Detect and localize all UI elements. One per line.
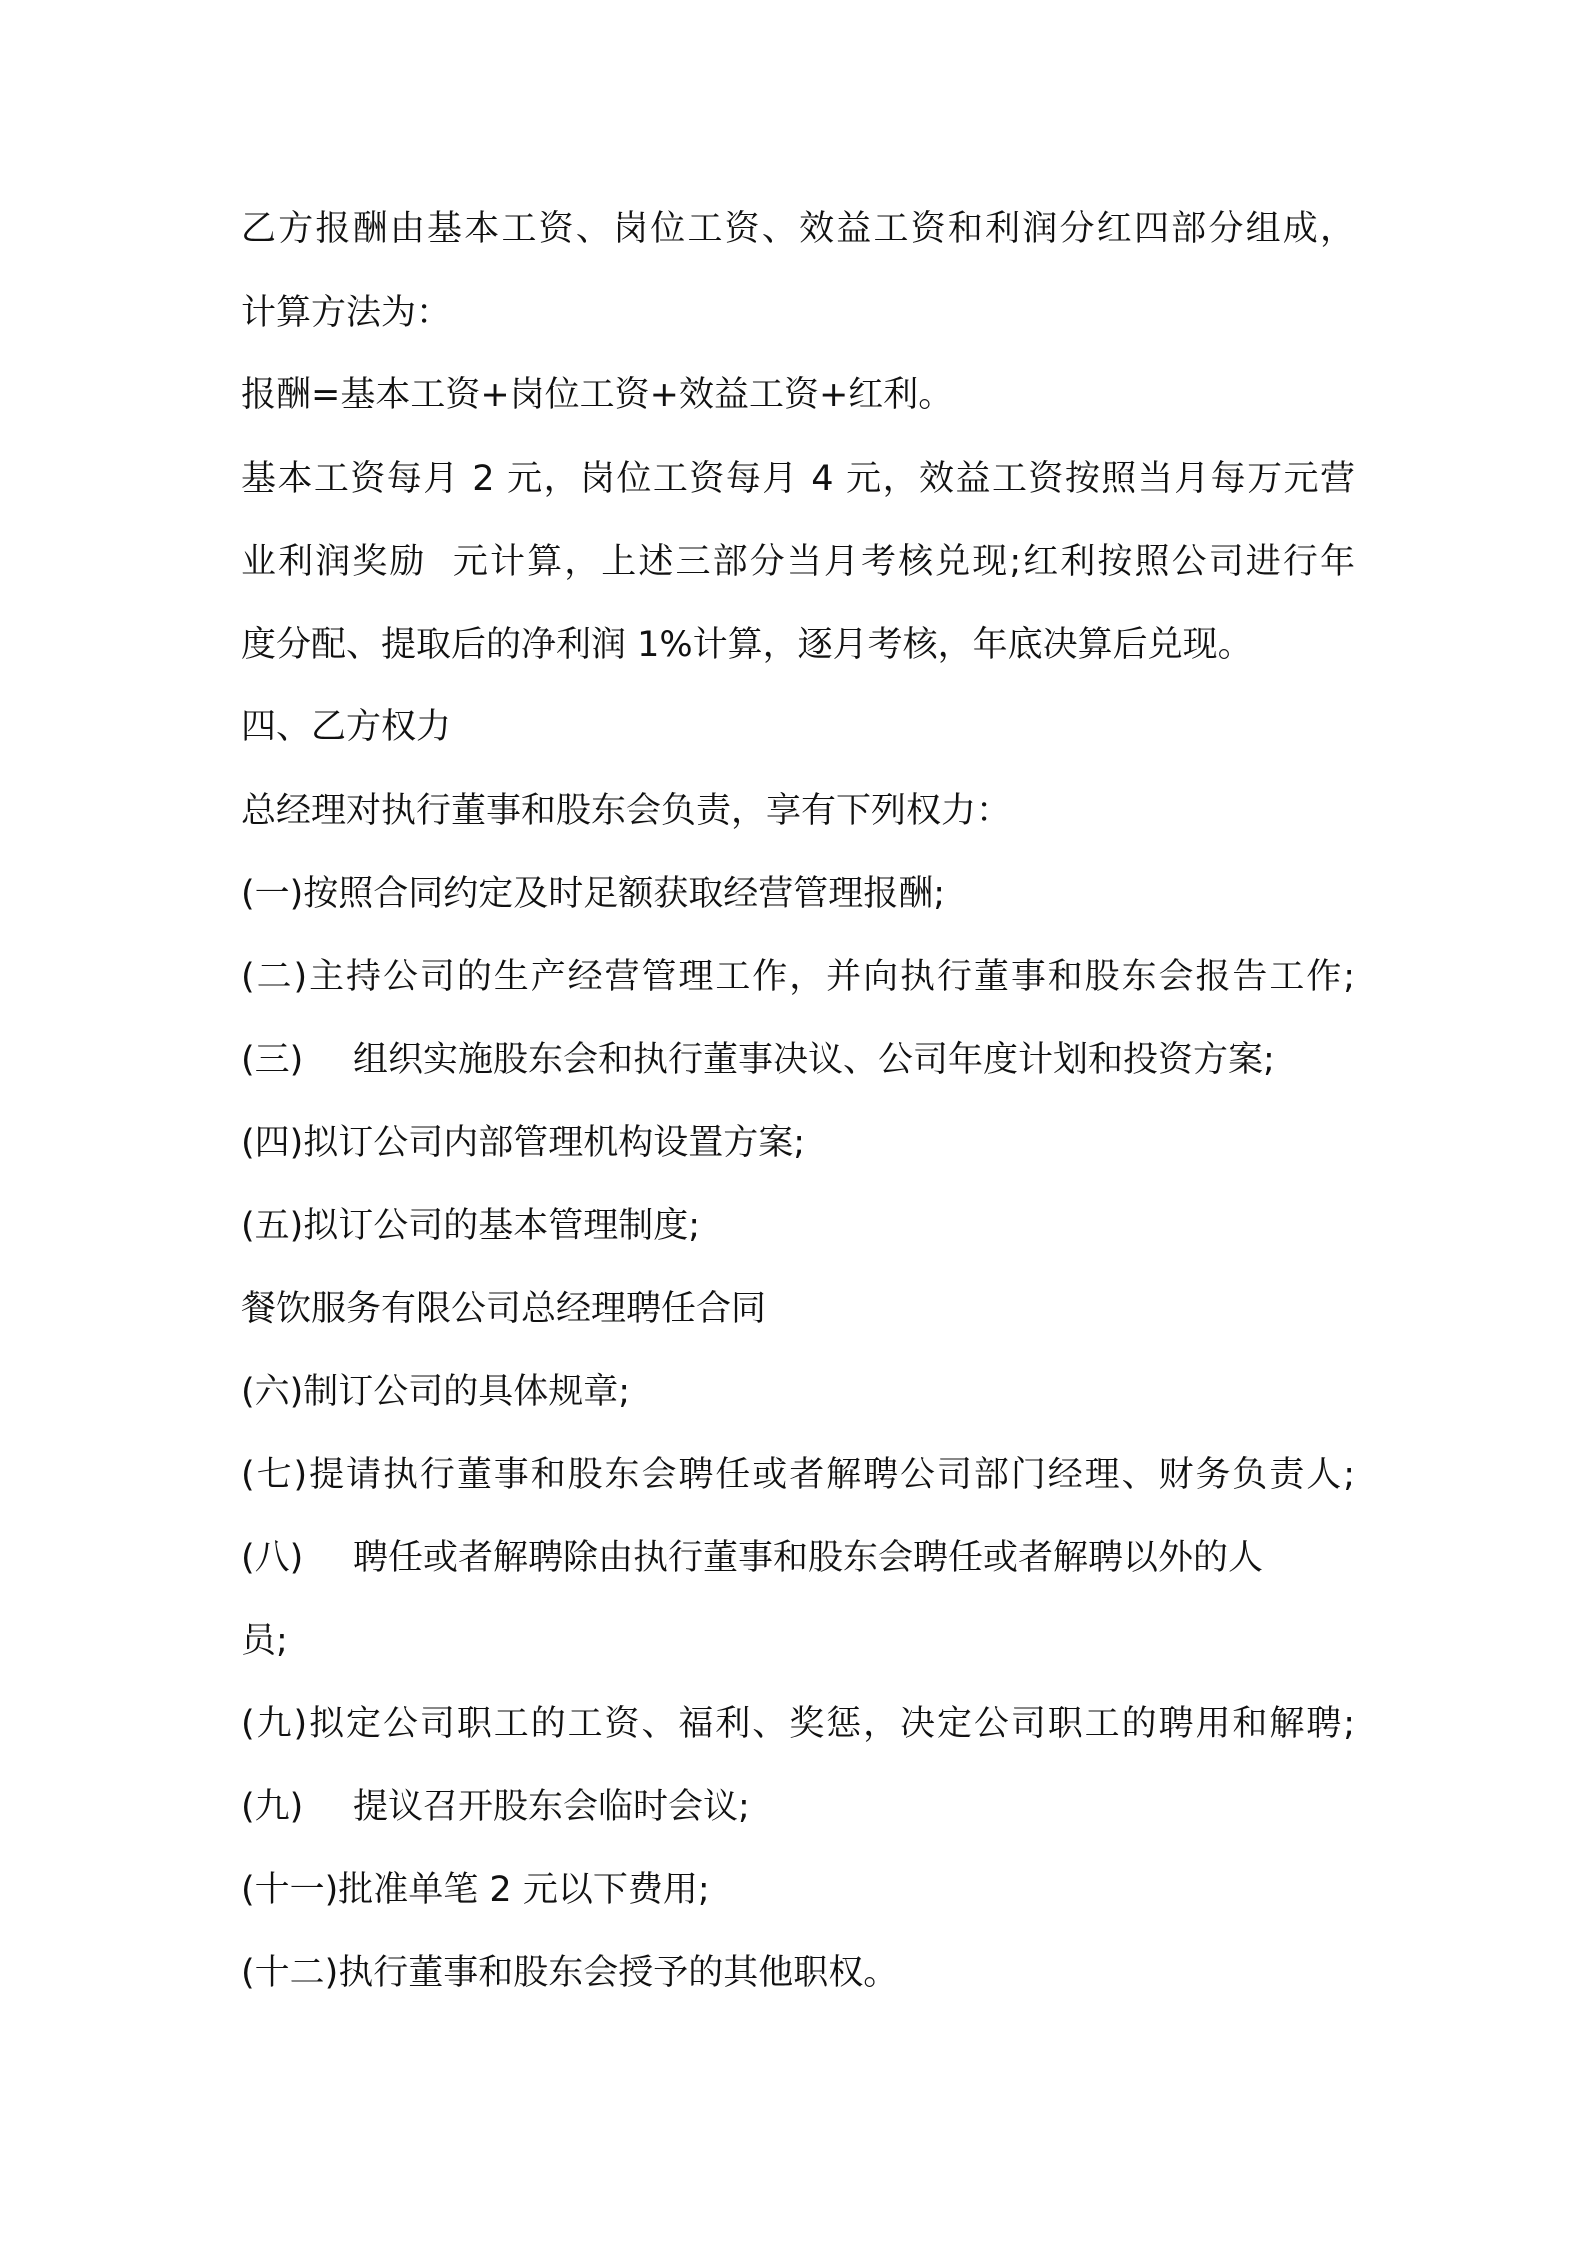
list-item: (六)制订公司的具体规章; — [241, 1372, 631, 1412]
list-item: (四)拟订公司内部管理机构设置方案; — [241, 1123, 806, 1163]
text-line: 业利润奖励 元计算，上述三部分当月考核兑现;红利按照公司进行年 — [241, 542, 1355, 582]
text-line: 总经理对执行董事和股东会负责，享有下列权力： — [241, 791, 1012, 831]
list-item-number: (九) — [241, 1787, 304, 1827]
list-item-text: 提议召开股东会临时会议; — [353, 1787, 750, 1827]
text-line: 乙方报酬由基本工资、岗位工资、效益工资和利润分红四部分组成， — [241, 209, 1355, 249]
list-item — [241, 1038, 1275, 1082]
section-heading: 四、乙方权力 — [241, 707, 452, 747]
text-line: 员; — [241, 1621, 288, 1661]
text-line: 计算方法为： — [241, 293, 452, 333]
list-item: (五)拟订公司的基本管理制度; — [241, 1206, 701, 1246]
list-item: (一)按照合同约定及时足额获取经营管理报酬; — [241, 874, 946, 914]
list-item-number: (三) — [241, 1040, 304, 1080]
list-item-number: (八) — [241, 1538, 304, 1578]
text-line: 度分配、提取后的净利润 1%计算，逐月考核，年底决算后兑现。 — [241, 625, 1253, 665]
list-item: (七)提请执行董事和股东会聘任或者解聘公司部门经理、财务负责人; — [241, 1455, 1355, 1495]
list-item: (十二)执行董事和股东会授予的其他职权。 — [241, 1953, 899, 1993]
text-line: 餐饮服务有限公司总经理聘任合同 — [241, 1289, 767, 1329]
list-item-text: 聘任或者解聘除由执行董事和股东会聘任或者解聘以外的人 — [353, 1538, 1264, 1578]
list-item: (二)主持公司的生产经营管理工作，并向执行董事和股东会报告工作; — [241, 957, 1355, 997]
list-item: (九)拟定公司职工的工资、福利、奖惩，决定公司职工的聘用和解聘; — [241, 1704, 1355, 1744]
text-line: 报酬=基本工资+岗位工资+效益工资+红利。 — [241, 375, 954, 415]
list-item — [241, 1785, 750, 1829]
list-item — [241, 1536, 1355, 1580]
list-item-text: 组织实施股东会和执行董事决议、公司年度计划和投资方案; — [353, 1040, 1275, 1080]
list-item: (十一)批准单笔 2 元以下费用; — [241, 1870, 710, 1910]
text-line: 基本工资每月 2 元，岗位工资每月 4 元，效益工资按照当月每万元营 — [241, 459, 1355, 499]
